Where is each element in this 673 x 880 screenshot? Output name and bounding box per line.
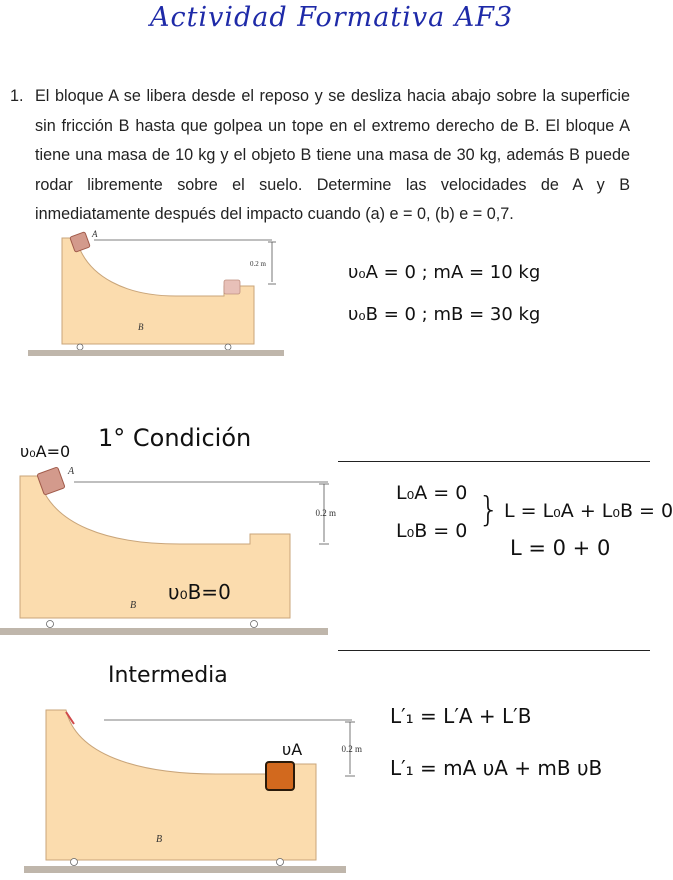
page-title: Actividad Formativa AF3 xyxy=(150,2,514,33)
body-b-shape xyxy=(20,476,290,618)
section-heading-condition: 1° Condición xyxy=(98,424,252,452)
ground xyxy=(24,866,346,873)
wheel-right xyxy=(251,621,258,628)
eq-l-sum: L = L₀A + L₀B = 0 xyxy=(504,500,673,522)
eq-l1-mass: L′₁ = mA υA + mB υB xyxy=(390,756,603,780)
label-b: B xyxy=(156,834,163,845)
wheel-left xyxy=(71,859,78,866)
note-initial-b: υ₀B = 0 ; mB = 30 kg xyxy=(348,304,541,325)
label-va: υA xyxy=(282,740,303,759)
stopper-block xyxy=(224,280,240,294)
block-a-final xyxy=(266,762,294,790)
note-vb0: υ₀B=0 xyxy=(168,580,231,604)
wheel-right xyxy=(225,344,231,350)
problem-number: 1. xyxy=(10,87,24,105)
note-va0: υ₀A=0 xyxy=(20,442,71,461)
label-a: A xyxy=(92,229,98,239)
brace: } xyxy=(478,490,500,530)
eq-l1-sum: L′₁ = L′A + L′B xyxy=(390,704,532,728)
label-a: A xyxy=(68,466,75,477)
label-height: 0.2 m xyxy=(341,744,362,754)
divider-1 xyxy=(338,461,650,462)
eq-l0a: L₀A = 0 xyxy=(396,482,468,504)
problem-text: El bloque A se libera desde el reposo y se desliza hacia abajo sobre la superficie sin fricción B hasta que golpea un tope en el extremo derecho de B. El bloque A tiene una masa de 10 kg y el objeto B tiene una masa de 30 kg, además B puede rodar libremente sobre el suelo. Determine las velocidades de A y B inmediatamente después del impacto cuando (a) e = 0, (b) e = 0,7. xyxy=(35,87,630,223)
note-initial-a: υ₀A = 0 ; mA = 10 kg xyxy=(348,262,541,283)
wheel-left xyxy=(77,344,83,350)
label-height: 0.2 m xyxy=(250,260,266,268)
divider-2 xyxy=(338,650,650,651)
figure-condition-1 xyxy=(0,462,336,640)
eq-l-zero: L = 0 + 0 xyxy=(510,536,611,560)
eq-l0b: L₀B = 0 xyxy=(396,520,468,542)
label-b: B xyxy=(138,322,144,332)
ground xyxy=(28,350,284,356)
figure-original xyxy=(28,228,290,360)
label-height: 0.2 m xyxy=(315,508,336,518)
ground xyxy=(0,628,328,635)
wheel-left xyxy=(47,621,54,628)
label-b: B xyxy=(130,600,137,611)
section-heading-intermedia: Intermedia xyxy=(108,663,228,688)
wheel-right xyxy=(277,859,284,866)
figure-intermediate xyxy=(24,700,370,880)
